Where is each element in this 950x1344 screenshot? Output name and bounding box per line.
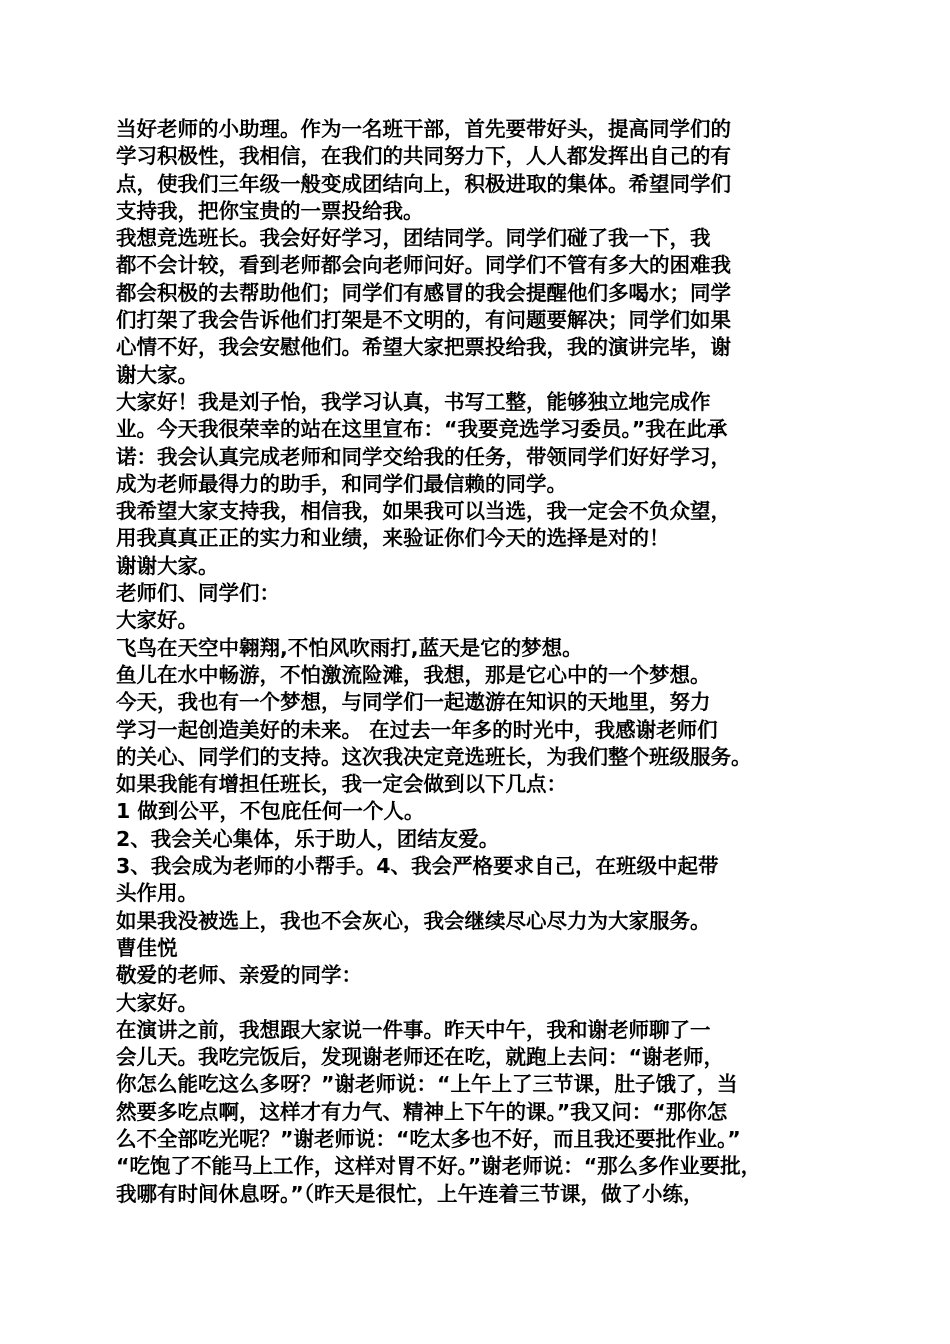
text-line: 老师们、同学们： (116, 581, 280, 606)
text-line: 我希望大家支持我，相信我，如果我可以当选，我一定会不负众望， (116, 499, 731, 524)
text-line: 点，使我们三年级一般变成团结向上，积极进取的集体。希望同学们 (116, 171, 731, 196)
text-line: 会儿天。我吃完饭后，发现谢老师还在吃，就跑上去问：“谢老师， (116, 1045, 724, 1070)
text-line: 2、我会关心集体，乐于助人，团结友爱。 (116, 826, 500, 851)
text-line: 诺：我会认真完成老师和同学交给我的任务，带领同学们好好学习， (116, 444, 731, 469)
text-line: 的关心、同学们的支持。这次我决定竞选班长，为我们整个班级服务。 (116, 744, 752, 769)
text-line: 当好老师的小助理。作为一名班干部，首先要带好头，提高同学们的 (116, 117, 731, 141)
text-line: 么不全部吃光呢？”谢老师说：“吃太多也不好，而且我还要批作业。” (116, 1126, 741, 1151)
text-line: 业。今天我很荣幸的站在这里宣布：“我要竞选学习委员。”我在此承 (116, 417, 728, 442)
text-line: 敬爱的老师、亲爱的同学： (116, 963, 362, 988)
text-line: 你怎么能吃这么多呀？”谢老师说：“上午上了三节课，肚子饿了，当 (116, 1072, 738, 1097)
document-body (116, 116, 946, 1208)
text-line: 都会积极的去帮助他们；同学们有感冒的我会提醒他们多喝水；同学 (116, 280, 731, 305)
text-line: 我哪有时间休息呀。”（昨天是很忙，上午连着三节课，做了小练， (116, 1181, 704, 1206)
text-line: 3、我会成为老师的小帮手。4、我会严格要求自己，在班级中起带 (116, 854, 719, 879)
text-line: 大家好。 (116, 990, 198, 1015)
text-line: 成为老师最得力的助手，和同学们最信赖的同学。 (116, 471, 567, 496)
text-line: 学习一起创造美好的未来。 在过去一年多的时光中，我感谢老师们 (116, 717, 718, 742)
text-line: 曹佳悦 (116, 935, 178, 960)
text-line: 用我真真正正的实力和业绩，来验证你们今天的选择是对的！ (116, 526, 670, 551)
text-line: 们打架了我会告诉他们打架是不文明的，有问题要解决；同学们如果 (116, 308, 731, 333)
text-line: “吃饱了不能马上工作，这样对胃不好。”谢老师说：“那么多作业要批， (116, 1154, 762, 1179)
text-line: 飞鸟在天空中翱翔,不怕风吹雨打,蓝天是它的梦想。 (116, 635, 583, 660)
text-line: 谢大家。 (116, 362, 198, 387)
text-line: 心情不好，我会安慰他们。希望大家把票投给我，我的演讲完毕，谢 (116, 335, 731, 360)
text-line: 在演讲之前，我想跟大家说一件事。昨天中午，我和谢老师聊了一 (116, 1017, 711, 1042)
text-line: 头作用。 (116, 881, 198, 906)
text-line: 然要多吃点啊，这样才有力气、精神上下午的课。”我又问：“那你怎 (116, 1099, 728, 1124)
text-line: 如果我没被选上，我也不会灰心，我会继续尽心尽力为大家服务。 (116, 908, 711, 933)
text-line: 1 做到公平，不包庇任何一个人。 (116, 799, 425, 824)
text-line: 大家好。 (116, 608, 198, 633)
text-line: 大家好！我是刘子怡，我学习认真，书写工整，能够独立地完成作 (116, 389, 711, 414)
text-line: 今天，我也有一个梦想，与同学们一起遨游在知识的天地里，努力 (116, 690, 711, 715)
text-line: 支持我，把你宝贵的一票投给我。 (116, 198, 424, 223)
text-line: 如果我能有增担任班长，我一定会做到以下几点： (116, 772, 567, 797)
text-line: 都不会计较，看到老师都会向老师问好。同学们不管有多大的困难我 (116, 253, 731, 278)
text-line: 谢谢大家。 (116, 553, 219, 578)
text-line: 学习积极性，我相信，在我们的共同努力下，人人都发挥出自己的有 (116, 144, 731, 169)
text-line: 我想竞选班长。我会好好学习，团结同学。同学们碰了我一下，我 (116, 226, 711, 251)
text-line: 鱼儿在水中畅游，不怕激流险滩，我想，那是它心中的一个梦想。 (116, 662, 711, 687)
